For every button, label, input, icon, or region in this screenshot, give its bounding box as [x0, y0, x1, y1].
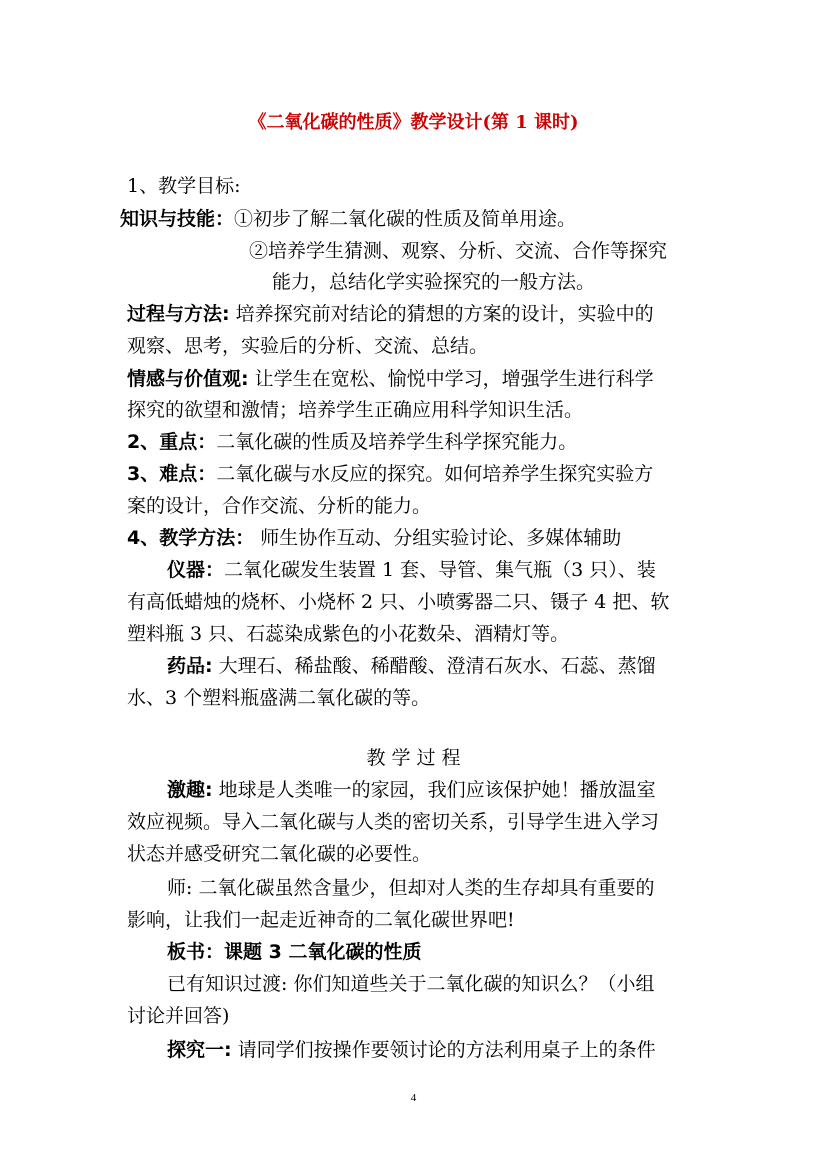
- instruments-line: 仪器：二氧化碳发生装置 1 套、导管、集气瓶（3 只）、装: [167, 559, 656, 581]
- intro-line-2: 效应视频。导入二氧化碳与人类的密切关系，引导学生进入学习: [127, 811, 660, 833]
- reagents-line: 药品: 大理石、稀盐酸、稀醋酸、澄清石灰水、石蕊、蒸馏: [167, 655, 656, 677]
- emotion-values-line: 情感与价值观: 让学生在宽松、愉悦中学习，增强学生进行科学: [127, 368, 654, 390]
- teaching-method-line: 4、教学方法： 师生协作互动、分组实验讨论、多媒体辅助: [127, 527, 622, 549]
- instruments-line-2: 有高低蜡烛的烧杯、小烧杯 2 只、小喷雾器二只、镊子 4 把、软: [127, 591, 670, 613]
- knowledge-skills-line-3: 能力，总结化学实验探究的一般方法。: [272, 271, 596, 293]
- emotion-values-line-2: 探究的欲望和激情；培养学生正确应用科学知识生活。: [127, 399, 584, 421]
- process-method-line: 过程与方法: 培养探究前对结论的猜想的方案的设计，实验中的: [127, 303, 654, 325]
- page-number: 4: [410, 1092, 417, 1104]
- teacher-line-2: 影响，让我们一起走近神奇的二氧化碳世界吧!: [127, 909, 515, 931]
- transition-line: 已有知识过渡: 你们知道些关于二氧化碳的知识么？（小组: [167, 973, 655, 995]
- document-title: 《二氧化碳的性质》教学设计(第 1 课时): [248, 112, 579, 133]
- teacher-line: 师: 二氧化碳虽然含量少，但却对人类的生存却具有重要的: [167, 877, 655, 899]
- teaching-process-heading: 教 学 过 程: [366, 747, 461, 769]
- inquiry-one-line: 探究一: 请同学们按操作要领讨论的方法利用桌子上的条件: [167, 1039, 656, 1061]
- objectives-heading: 1、教学目标:: [127, 175, 241, 197]
- board-writing-line: 板书：课题 3 二氧化碳的性质: [167, 941, 422, 963]
- key-points-line: 2、重点：二氧化碳的性质及培养学生科学探究能力。: [127, 431, 578, 453]
- intro-line: 激趣: 地球是人类唯一的家园，我们应该保护她！播放温室: [167, 779, 656, 801]
- process-method-line-2: 观察、思考，实验后的分析、交流、总结。: [127, 335, 489, 357]
- knowledge-skills-line-2: ②培养学生猜测、观察、分析、交流、合作等探究: [249, 240, 668, 262]
- intro-line-3: 状态并感受研究二氧化碳的必要性。: [127, 843, 432, 865]
- difficulty-line-2: 案的设计，合作交流、分析的能力。: [127, 495, 432, 517]
- difficulty-line: 3、难点：二氧化碳与水反应的探究。如何培养学生探究实验方: [127, 463, 654, 485]
- instruments-line-3: 塑料瓶 3 只、石蕊染成紫色的小花数朵、酒精灯等。: [127, 623, 570, 645]
- transition-line-2: 讨论并回答): [127, 1005, 230, 1027]
- reagents-line-2: 水、3 个塑料瓶盛满二氧化碳的等。: [127, 687, 431, 709]
- knowledge-skills-line: 知识与技能：①初步了解二氧化碳的性质及简单用途。: [120, 208, 577, 230]
